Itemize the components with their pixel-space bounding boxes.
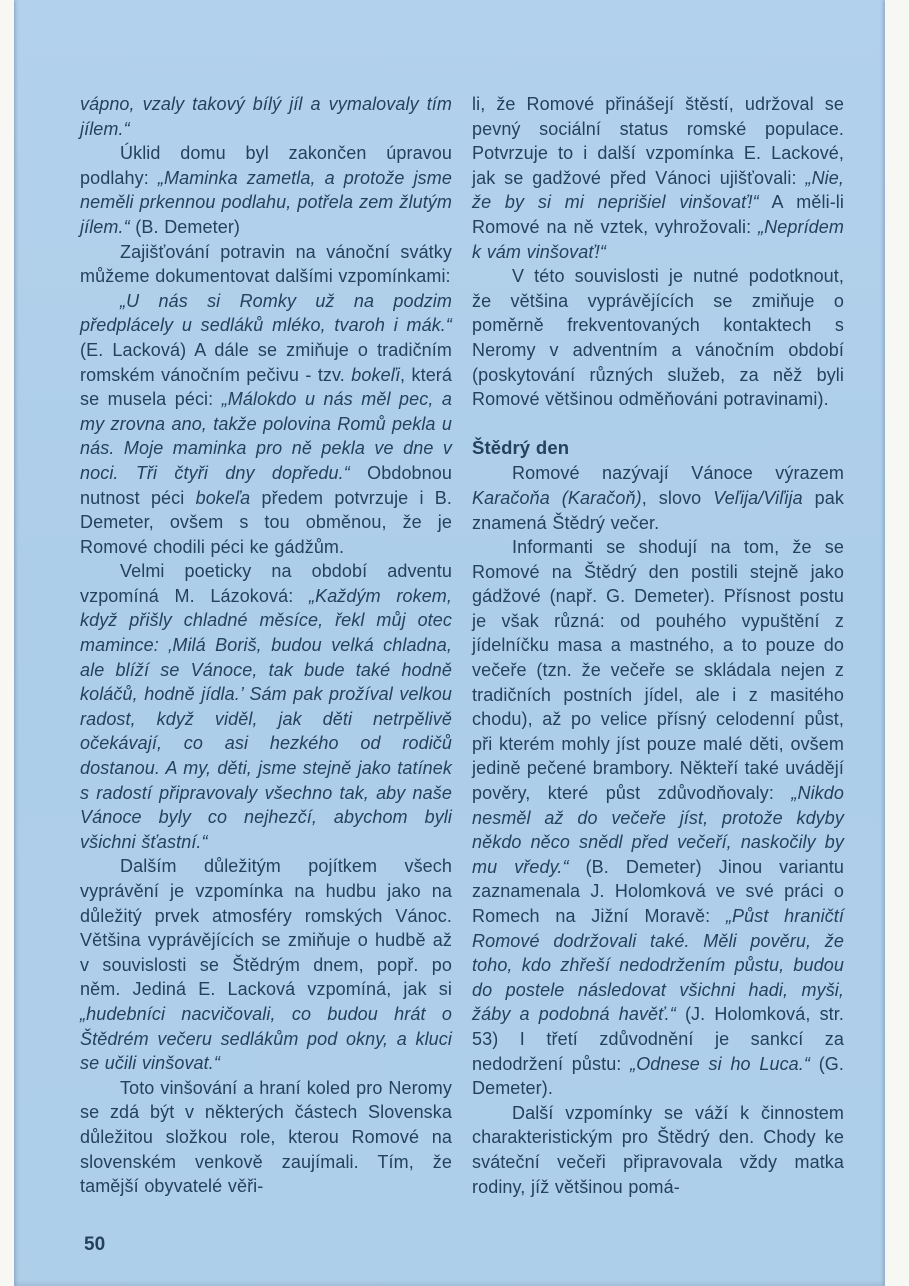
text-segment: Velmi poeticky na období adventu vzpomíná M. Lázoková: bbox=[80, 561, 452, 606]
text-segment: Karačoňa (Karačoň) bbox=[472, 487, 642, 508]
text-segment: „Odnese si ho Luca.“ bbox=[630, 1053, 810, 1074]
column-right bbox=[472, 92, 844, 1199]
paragraph bbox=[472, 535, 844, 1101]
paragraph bbox=[80, 559, 452, 854]
text-segment: Veľija/Viľija bbox=[713, 487, 803, 508]
paragraph bbox=[80, 854, 452, 1075]
text-segment: , která se musela péci: bbox=[80, 364, 453, 410]
text-segment: li, že Romové přinášejí štěstí, udržoval se pevný sociální status romské populace. Potvrzuje to i další vzpomínka E. Lackové, jak se gadžové před Vánoci ujišťovali: bbox=[472, 94, 844, 188]
paragraph bbox=[472, 264, 844, 412]
text-segment: „hudebníci nacvičovali, co budou hrát o Štědrém večeru sedlákům pod okny, a kluci se učili vinšovat.“ bbox=[80, 1003, 452, 1074]
right-paper-edge bbox=[885, 0, 909, 1286]
bottom-scan-shadow bbox=[14, 1280, 885, 1286]
text-segment: Romové nazývají Vánoce výrazem bbox=[512, 463, 844, 484]
paragraph bbox=[80, 240, 452, 289]
text-segment: pak znamená Štědrý večer. bbox=[472, 487, 844, 533]
text-segment: Toto vinšování a hraní koled pro Neromy se zdá být v některých částech Slovenska důležitou složkou role, kterou Romové na slovenském venkově zaujímali. Tím, že tamější obyvatelé věři- bbox=[80, 1077, 452, 1197]
text-segment: bokeľa bbox=[195, 487, 251, 508]
text-segment: vápno, vzaly takový bílý jíl a vymalovaly tím jílem.“ bbox=[80, 94, 452, 139]
text-segment: bokeľi bbox=[351, 364, 400, 385]
text-segment: „Půst hraničtí Romové dodržovali také. Měli pověru, že toho, kdo zhřeší nedodržením půstu, budou do postele následovat všichni hadi, myši, žáby a podobná havěť.“ bbox=[472, 906, 844, 1025]
text-segment: (B. Demeter) bbox=[129, 216, 241, 237]
text-columns bbox=[80, 92, 844, 1199]
column-left bbox=[80, 92, 452, 1199]
left-paper-edge bbox=[0, 0, 14, 1286]
page-number: 50 bbox=[84, 1234, 106, 1255]
text-segment: „Nie, že by si mi neprišiel vinšovať!“ bbox=[472, 167, 844, 213]
text-segment: Dalším důležitým pojítkem všech vyprávění je vzpomínka na hudbu jako na důležitý prvek atmosféry romských Vánoc. Většina vyprávějících se zmiňuje o hudbě až v souvislosti se Štědrým dnem, popř. po něm. Jediná E. Lacková vzpomíná, jak si bbox=[80, 856, 452, 1000]
paragraph bbox=[472, 461, 844, 535]
text-segment: Další vzpomínky se váží k činnostem charakteristickým pro Štědrý den. Chody ke sváteční večeři připravovala vždy matka rodiny, jíž většinou pomá- bbox=[472, 1102, 844, 1197]
text-segment: V této souvislosti je nutné podotknout, že většina vyprávějících se zmiňuje o poměrně frekventovaných kontaktech s Neromy v adventním a vánočním období (poskytování různých služeb, za něž byli Romové většinou odměňováni potravinami). bbox=[472, 266, 844, 410]
paragraph bbox=[80, 289, 452, 560]
text-segment: (J. Holomková, str. 53) I třetí zdůvodnění je sankcí za nedodržení půstu: bbox=[472, 1004, 844, 1074]
text-segment: Zajišťování potravin na vánoční svátky můžeme dokumentovat dalšími vzpomínkami: bbox=[80, 241, 452, 287]
section-heading bbox=[472, 436, 844, 461]
paragraph bbox=[472, 92, 844, 264]
text-segment: (G. Demeter). bbox=[472, 1053, 844, 1099]
paragraph bbox=[80, 1076, 452, 1199]
text-segment: Informanti se shodují na tom, že se Romové na Štědrý den postili stejně jako gádžové (např. G. Demeter). Přísnost postu je však různá: od pouhého vypuštění z jídelníčku masa a mastného, a to pouze do večeře (tzn. že večeře se skládala nejen z tradičních postních jídel, ale i z masitého chodu), až po velice přísný celodenní půst, při kterém mohly jíst pouze malé děti, ovšem jedině pečené brambory. Někteří také uvádějí pověry, které půst zdůvodňovaly: bbox=[472, 537, 844, 804]
text-segment: Obdobnou nutnost péci bbox=[80, 462, 452, 508]
text-segment: (B. Demeter) Jinou variantu zaznamenala J. Holomková ve své práci o Romech na Jižní Moravě: bbox=[472, 856, 845, 926]
paragraph bbox=[472, 1101, 844, 1199]
text-segment: , slovo bbox=[641, 487, 714, 508]
text-segment: „U nás si Romky už na podzim předplácely u sedláků mléko, tvaroh i mák.“ bbox=[80, 290, 452, 336]
text-segment: Štědrý den bbox=[472, 436, 570, 458]
text-segment: „Nikdo nesměl až do večeře jíst, protože kdyby někdo něco snědl před večeří, naskočily by mu vředy.“ bbox=[472, 783, 844, 877]
text-segment: A měli-li Romové na ně vztek, vyhrožovali: bbox=[472, 192, 844, 237]
paragraph bbox=[80, 141, 452, 239]
text-segment: předem potvrzuje i B. Demeter, ovšem s tou obměnou, že je Romové chodili péci ke gádžům. bbox=[80, 487, 452, 557]
text-segment: Úklid domu byl zakončen úpravou podlahy: bbox=[80, 143, 452, 188]
text-segment: „Málokdo u nás měl pec, a my zrovna ano, takže polovina Romů pekla u nás. Moje maminka pro ně pekla ve dne v noci. Tři čtyři dny dopředu.“ bbox=[80, 389, 452, 483]
text-segment: „Každým rokem, když přišly chladné měsíce, řekl můj otec mamince: ‚Milá Boriš, budou velká chladna, ale blíží se Vánoce, tak bude také hodně koláčů, hodně jídla.’ Sám pak prožíval velkou radost, když viděl, jak děti netrpělivě očekávají, co asi hezkého od rodičů dostanou. A my, děti, jsme stejně jako tatínek s radostí připravovaly všechno tak, aby naše Vánoce byly co nejhezčí, abychom byli všichni šťastní.“ bbox=[80, 585, 452, 852]
text-segment: „Maminka zametla, a protože jsme neměli prkennou podlahu, potřela zem žlutým jílem.“ bbox=[80, 167, 452, 237]
paragraph bbox=[80, 92, 452, 141]
text-segment: (E. Lacková) A dále se zmiňuje o tradičním romském vánočním pečivu - tzv. bbox=[80, 339, 452, 385]
text-segment: „Neprídem k vám vinšovať!“ bbox=[472, 216, 844, 262]
